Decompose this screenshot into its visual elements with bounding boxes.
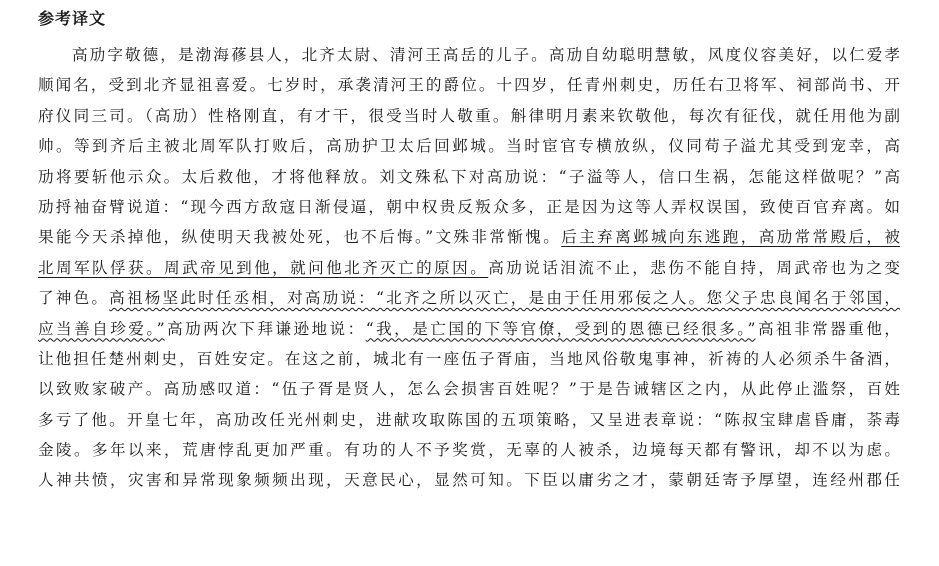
- text-segment: 高祖非常器重他，: [755, 319, 900, 338]
- text-line: [38, 314, 900, 344]
- text-segment: 果能今天杀掉他，纵使明天我被处死，也不后悔。”文殊非常惭愧。: [38, 228, 562, 247]
- section-heading: 参考译文: [38, 9, 107, 28]
- wavy-underlined-text: 高祖杨坚此时任丞相，对高劢说：“北齐之所以灭亡，是由于任用邪佞之人。您父子忠良闻名于邻国，: [109, 289, 900, 308]
- text-segment: 高劢字敬德，是渤海蓚县人，北齐太尉、清河王高岳的儿子。高劢自幼聪明慧敏，风度仪容美好，以仁爱孝: [72, 46, 900, 64]
- wavy-underlined-text: 应当善自珍爱。”: [38, 319, 165, 338]
- text-line: [38, 222, 900, 252]
- text-segment: 高劢说话泪流不止，悲伤不能自持，周武帝也为之变: [488, 258, 900, 277]
- text-segment: 人神共愤，灾害和异常现象频频出现，天意民心，显然可知。下臣以庸劣之才，蒙朝廷寄予厚望，连经州郡任: [38, 471, 900, 490]
- underlined-text: 北周军队俘获。周武帝见到他，就问他北齐灭亡的原因。: [38, 258, 489, 277]
- text-line: [38, 405, 900, 435]
- text-segment: 府仪同三司。（高劢）性格刚直，有才干，很受当时人敬重。斛律明月素来钦敬他，每次有征伐，就任用他为副: [38, 106, 900, 125]
- text-line: [38, 465, 900, 495]
- text-line: [38, 162, 900, 192]
- text-line: [38, 40, 900, 70]
- text-line: [38, 435, 900, 465]
- text-segment: 帅。等到齐后主被北周军队打败后，高劢护卫太后回邺城。当时宦官专横放纵，仪同苟子溢尤其受到宠幸，高: [38, 137, 900, 156]
- text-line: [38, 344, 900, 374]
- translation-body: [38, 40, 900, 496]
- text-line: [38, 70, 900, 100]
- text-line: [38, 374, 900, 404]
- text-line: [38, 131, 900, 161]
- wavy-underlined-text: “我，是亡国的下等官僚，受到的恩德已经很多。”: [365, 319, 756, 338]
- text-segment: 劢捋袖奋臂说道：“现今西方敌寇日渐侵逼，朝中权贵反叛众多，正是因为这等人弄权误国，致使百官弃离。如: [38, 197, 900, 216]
- text-line: [38, 192, 900, 222]
- text-segment: 了神色。: [38, 289, 110, 308]
- text-segment: 金陵。多年以来，荒唐悖乱更加严重。有功的人不予奖赏，无辜的人被杀，边境每天都有警讯，却不以为虑。: [38, 441, 900, 460]
- text-segment: 以致败家破产。高劢感叹道：“伍子胥是贤人，怎么会损害百姓呢？”于是告诫辖区之内，从此停止滥祭，百姓: [38, 380, 900, 399]
- text-segment: 让他担任楚州刺史，百姓安定。在这之前，城北有一座伍子胥庙，当地风俗敬鬼事神，祈祷的人必须杀牛备酒，: [38, 349, 900, 368]
- text-segment: 劢将要斩他示众。太后救他，才将他释放。刘文殊私下对高劢说：“子溢等人，信口生祸，怎能这样做呢？”高: [38, 167, 900, 186]
- text-segment: 多亏了他。开皇七年，高劢改任光州刺史，进献攻取陈国的五项策略，又呈进表章说：“陈叔宝肆虐昏庸，荼毒: [38, 410, 900, 429]
- text-segment: 高劢两次下拜谦逊地说：: [164, 319, 366, 338]
- text-line: [38, 283, 900, 313]
- text-line: [38, 253, 900, 283]
- text-segment: 顺闻名，受到北齐显祖喜爱。七岁时，承袭清河王的爵位。十四岁，任青州刺史，历任右卫将军、祠部尚书、开: [38, 76, 900, 95]
- underlined-text: 后主弃离邺城向东逃跑，高劢常常殿后，被: [561, 228, 900, 247]
- text-line: [38, 101, 900, 131]
